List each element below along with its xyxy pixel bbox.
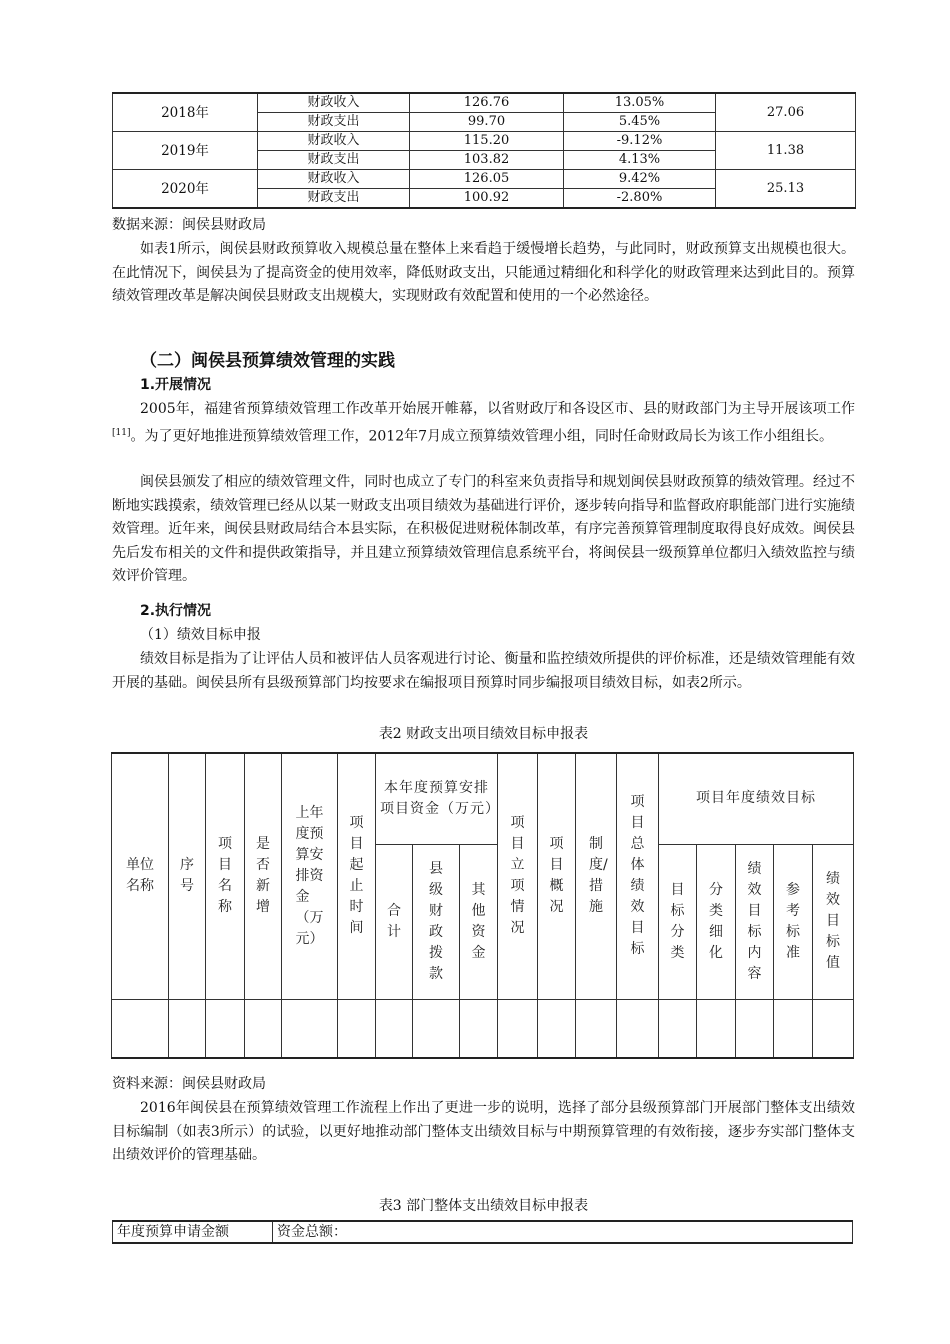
table-cell (736, 999, 774, 1058)
item-label: 财政收入 (258, 132, 410, 151)
header-overall-goal: 项目总体绩效目标 (617, 753, 659, 999)
table2-source-note: 资料来源：闽侯县财政局 (112, 1076, 266, 1092)
table-cell (813, 999, 854, 1058)
header-unit-name: 单位名称 (112, 753, 169, 999)
growth-cell: 9.42% (564, 170, 716, 189)
item-label: 财政支出 (258, 151, 410, 170)
difference-cell: 25.13 (716, 170, 856, 209)
row-label: 年度预算申请金额 (113, 1221, 273, 1243)
difference-cell: 27.06 (716, 93, 856, 132)
table-cell (112, 999, 169, 1058)
amount-cell: 115.20 (410, 132, 564, 151)
header-goal-class: 目标分类 (659, 844, 697, 999)
header-other-fund: 其他资金 (460, 844, 498, 999)
item-label: 财政支出 (258, 113, 410, 132)
fiscal-revenue-expense-table (112, 92, 856, 209)
table-cell (576, 999, 617, 1058)
paragraph: 如表1所示，闽侯县财政预算收入规模总量在整体上来看趋于缓慢增长趋势，与此同时，财政预算支出规模也很大。在此情况下，闽侯县为了提高资金的使用效率，降低财政支出，只能通过精细化和科学化的财政管理来达到此目的。预算绩效管理改革是解决闽侯县财政支出规模大，实现财政有效配置和使用的一个必然途径。 (112, 241, 855, 304)
table-row (112, 999, 854, 1058)
table-cell (338, 999, 376, 1058)
header-approval: 项目立项情况 (498, 753, 538, 999)
growth-cell: -2.80% (564, 189, 716, 209)
paragraph: 绩效目标是指为了让评估人员和被评估人员客观进行讨论、衡量和监控绩效所提供的评价标准，还是绩效管理能有效开展的基础。闽侯县所有县级预算部门均按要求在编报项目预算时同步编报项目绩效目标，如表2所示。 (112, 651, 855, 691)
header-total: 合计 (376, 844, 413, 999)
header-overview: 项目概况 (538, 753, 576, 999)
table-row (113, 93, 856, 113)
table-cell (282, 999, 338, 1058)
year-cell: 2018年 (113, 93, 258, 132)
table-cell (617, 999, 659, 1058)
header-county-fund: 县级财政拨款 (413, 844, 460, 999)
amount-cell: 103.82 (410, 151, 564, 170)
year-cell: 2020年 (113, 170, 258, 209)
item-label: 财政收入 (258, 93, 410, 113)
header-goal-content: 绩效目标内容 (736, 844, 774, 999)
header-project-name: 项目名称 (206, 753, 245, 999)
item-label: 财政收入 (258, 170, 410, 189)
section-heading: （二）闽侯县预算绩效管理的实践 (140, 351, 395, 371)
header-class-detail: 分类细化 (697, 844, 736, 999)
table-cell (538, 999, 576, 1058)
table-row (113, 1221, 853, 1243)
growth-cell: 13.05% (564, 93, 716, 113)
header-annual-goal-group: 项目年度绩效目标 (659, 753, 854, 844)
paragraph-text: 。为了更好地推进预算绩效管理工作，2012年7月成立预算绩效管理小组，同时任命财政局长为该工作小组组长。 (130, 428, 834, 445)
amount-cell: 99.70 (410, 113, 564, 132)
header-ref-standard: 参考标准 (774, 844, 813, 999)
project-performance-goal-table (111, 752, 854, 1059)
table1-source-note: 数据来源：闽侯县财政局 (112, 217, 266, 233)
table-cell (245, 999, 282, 1058)
table-cell (413, 999, 460, 1058)
year-cell: 2019年 (113, 132, 258, 170)
table-row (113, 132, 856, 151)
paragraph-text: 2005年，福建省预算绩效管理工作改革开始展开帷幕，以省财政厅和各设区市、县的财政部门为主导开展该项工作 (140, 401, 855, 417)
difference-cell: 11.38 (716, 132, 856, 170)
growth-cell: 4.13% (564, 151, 716, 170)
header-system: 制度/措施 (576, 753, 617, 999)
table-row (113, 170, 856, 189)
paragraph: 闽侯县颁发了相应的绩效管理文件，同时也成立了专门的科室来负责指导和规划闽侯县财政预算的绩效管理。经过不断地实践摸索，绩效管理已经从以某一财政支出项目绩效为基础进行评价，逐步转向指导和监督政府职能部门进行实施绩效管理。近年来，闽侯县财政局结合本县实际，在积极促进财税体制改革，有序完善预算管理制度取得良好成效。闽侯县先后发布相关的文件和提供政策指导，并且建立预算绩效管理信息系统平台，将闽侯县一级预算单位都归入绩效监控与绩效评价管理。 (112, 474, 855, 584)
amount-cell: 126.05 (410, 170, 564, 189)
row-value: 资金总额： (273, 1221, 853, 1243)
table-cell (376, 999, 413, 1058)
growth-cell: 5.45% (564, 113, 716, 132)
header-is-new: 是否新增 (245, 753, 282, 999)
department-expenditure-goal-table (112, 1220, 853, 1244)
subsection-heading: 2.执行情况 (140, 603, 212, 619)
header-seq: 序号 (169, 753, 206, 999)
paragraph: 2016年闽侯县在预算绩效管理工作流程上作出了更进一步的说明，选择了部分县级预算部门开展部门整体支出绩效目标编制（如表3所示）的试验，以更好地推动部门整体支出绩效目标与中期预算管理的有效衔接，逐步夯实部门整体支出绩效评价的管理基础。 (112, 1100, 855, 1163)
item-label: 财政支出 (258, 189, 410, 209)
header-last-year-funds: 上年度预算安排资金（万元） (282, 753, 338, 999)
sub-subsection-heading: （1）绩效目标申报 (140, 627, 261, 643)
table-cell (774, 999, 813, 1058)
table-header-row (112, 753, 854, 844)
table-cell (697, 999, 736, 1058)
table-cell (206, 999, 245, 1058)
header-goal-value: 绩效目标值 (813, 844, 854, 999)
subsection-heading: 1.开展情况 (140, 377, 212, 393)
table-cell (460, 999, 498, 1058)
table3-caption: 表3 部门整体支出绩效目标申报表 (378, 1198, 589, 1214)
header-this-year-funds-group: 本年度预算安排项目资金（万元） (376, 753, 498, 844)
citation-reference[interactable]: [11] (112, 427, 131, 438)
table-cell (498, 999, 538, 1058)
table-cell (169, 999, 206, 1058)
header-period: 项目起止时间 (338, 753, 376, 999)
amount-cell: 126.76 (410, 93, 564, 113)
table2-caption: 表2 财政支出项目绩效目标申报表 (378, 726, 589, 742)
growth-cell: -9.12% (564, 132, 716, 151)
paragraph (112, 398, 855, 449)
table-cell (659, 999, 697, 1058)
amount-cell: 100.92 (410, 189, 564, 209)
